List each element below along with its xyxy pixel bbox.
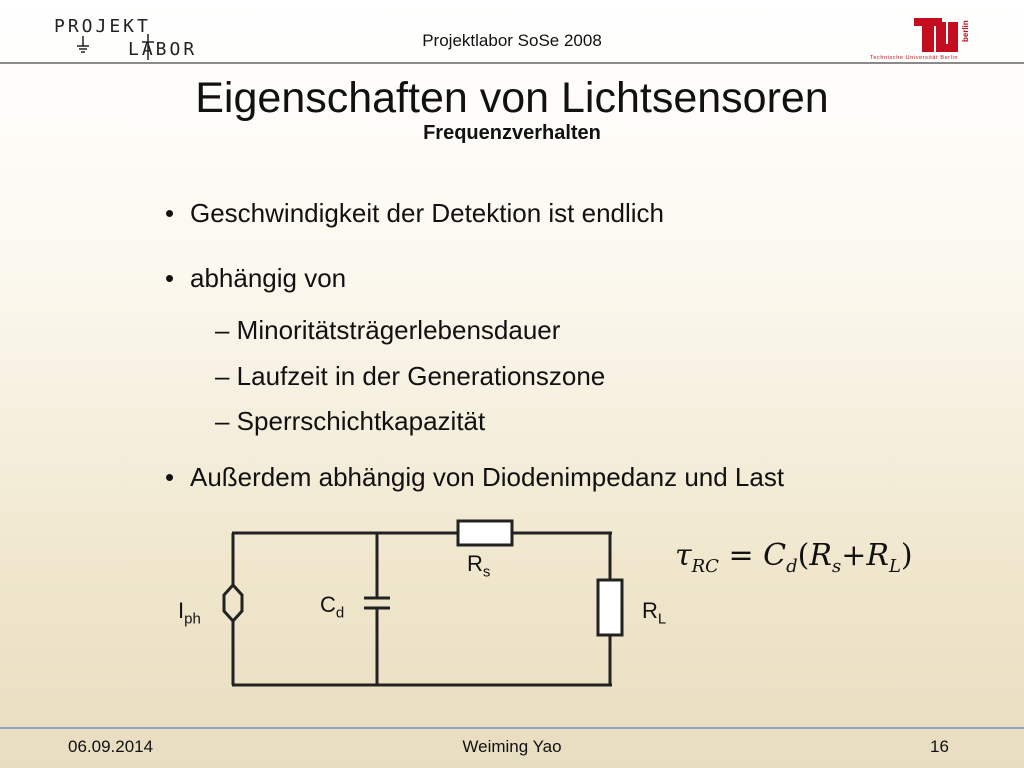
footer-divider: [0, 727, 1024, 729]
sub-bullet-item: – Minoritätsträgerlebensdauer: [215, 315, 561, 345]
bullet-text: Geschwindigkeit der Detektion ist endlich: [190, 198, 665, 228]
label-cd-main: C: [320, 592, 336, 617]
label-rl: [642, 598, 666, 627]
projektlabor-logo: [50, 14, 220, 67]
bullet-text: abhängig von: [190, 263, 347, 293]
formula-rs: R: [809, 538, 832, 573]
resistor-rs: [458, 521, 512, 545]
formula-c: C: [763, 538, 787, 573]
current-source-symbol: [224, 585, 233, 621]
sub-bullet-item: – Laufzeit in der Generationszone: [215, 361, 606, 391]
label-rl-main: R: [642, 598, 658, 623]
sub-bullet-item: – Sperrschichtkapazität: [215, 406, 486, 436]
formula-open-paren: (: [797, 538, 810, 573]
slide-subtitle: Frequenzverhalten: [423, 122, 601, 144]
circuit-diagram: [170, 505, 630, 700]
bullet-dot: •: [165, 263, 175, 293]
logo-word-projekt: PROJEKT: [54, 16, 151, 37]
page-number: 16: [930, 737, 949, 756]
formula-plus: +: [841, 538, 867, 573]
label-iph-sub: ph: [184, 610, 201, 628]
label-rs-sub: s: [482, 563, 491, 581]
slide-title: Eigenschaften von Lichtsensoren: [195, 74, 829, 122]
formula-tau: τ: [675, 538, 692, 573]
formula-equals: =: [718, 538, 764, 573]
bullet-text: Außerdem abhängig von Diodenimpedanz und Last: [190, 462, 785, 492]
tu-logo-side-text: berlin: [961, 20, 970, 42]
formula-close-paren: ): [900, 538, 913, 573]
logo-word-labor: LABOR: [128, 39, 198, 60]
label-iph: [178, 598, 201, 627]
formula-rl-sub: L: [888, 556, 901, 577]
formula-tau-sub: RC: [691, 556, 719, 577]
label-rs: [467, 551, 490, 580]
formula-rs-sub: s: [831, 556, 842, 577]
header-divider: [0, 62, 1024, 64]
label-rl-sub: L: [657, 610, 667, 628]
footer-author: Weiming Yao: [462, 737, 562, 756]
tu-logo-text: Technische Universität Berlin: [870, 55, 959, 60]
label-rs-main: R: [467, 551, 483, 576]
tu-berlin-logo: [870, 18, 970, 65]
formula-c-sub: d: [786, 556, 798, 577]
label-cd-sub: d: [335, 604, 345, 622]
resistor-rl: [598, 580, 622, 635]
course-title: Projektlabor SoSe 2008: [422, 31, 602, 50]
bullet-dot: •: [165, 462, 175, 492]
formula-rl: R: [866, 538, 889, 573]
bullet-dot: •: [165, 198, 175, 228]
label-iph-main: I: [178, 598, 185, 623]
current-source-symbol: [233, 585, 242, 621]
label-cd: [320, 592, 344, 621]
footer-date: 06.09.2014: [68, 737, 154, 756]
time-constant-formula: [675, 538, 913, 577]
